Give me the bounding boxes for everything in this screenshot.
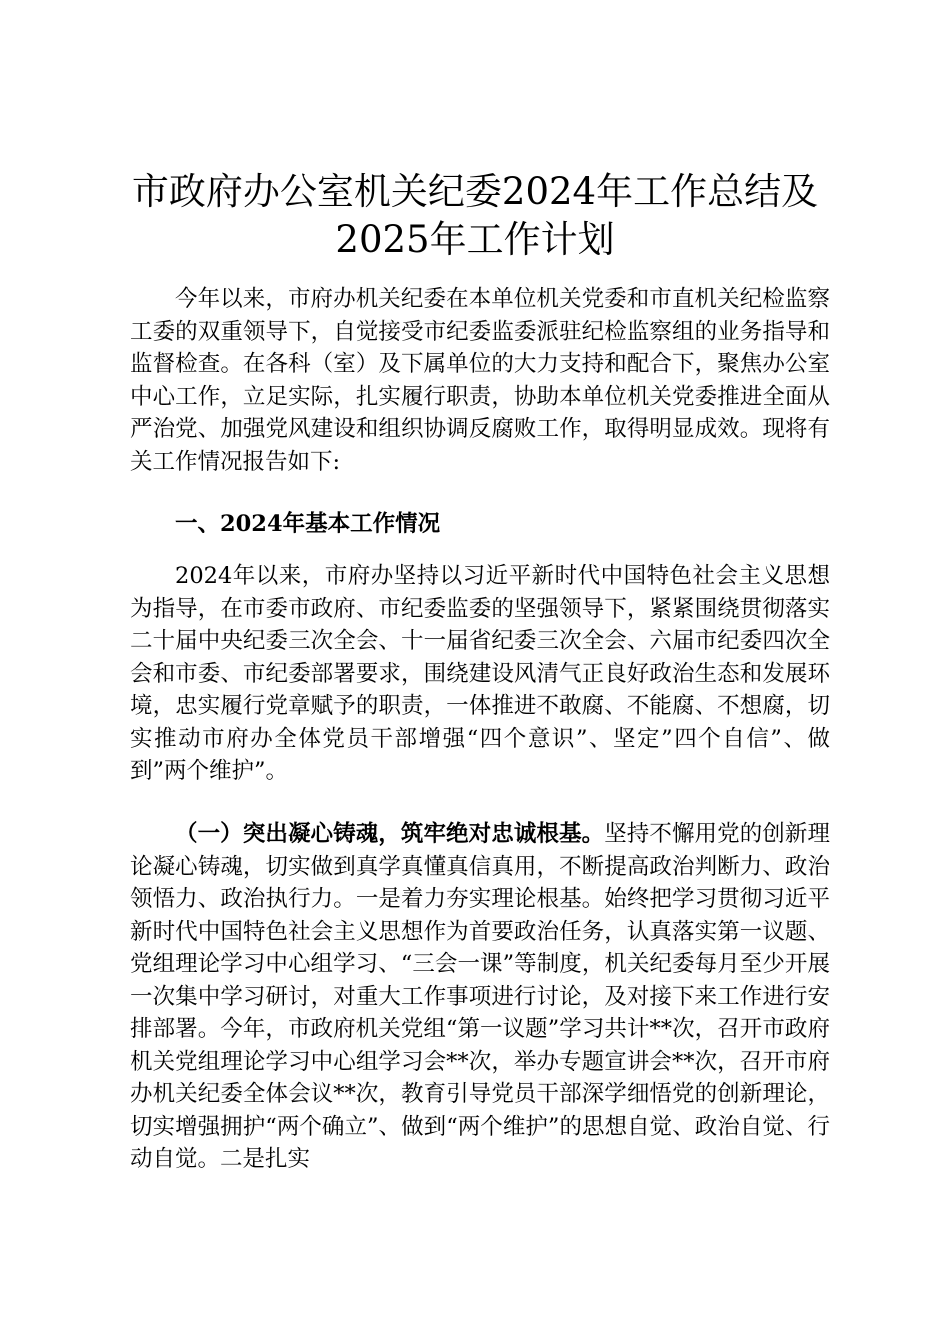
subsection-1-text: 坚持不懈用党的创新理论凝心铸魂，切实做到真学真懂真信真用，不断提高政治判断力、政治领悟力、政治执行力。一是着力夯实理论根基。始终把学习贯彻习近平新时代中国特色社会主义思想作为首要政治任务，认真落实第一议题、党组理论学习中心组学习、“三会一课”等制度，机关纪委每月至少开展一次集中学习研讨，对重大工作事项进行讨论，及对接下来工作进行安排部署。今年，市政府机关党组“第一议题”学习共计**次，召开市政府机关党组理论学习中心组学习会**次，举办专题宣讲会**次，召开市府办机关纪委全体会议**次，教育引导党员干部深学细悟党的创新理论，切实增强拥护“两个确立”、做到“两个维护”的思想自觉、政治自觉、行动自觉。二是扎实	[130, 821, 830, 1172]
section-1-heading: 一、2024年基本工作情况	[175, 511, 441, 537]
title-line-1: 市政府办公室机关纪委2024年工作总结及	[131, 170, 819, 213]
subsection-1-lead: （一）突出凝心铸魂，筑牢绝对忠诚根基。	[175, 821, 605, 847]
title-line-2: 2025年工作计划	[335, 218, 615, 261]
section-1-paragraph: 2024年以来，市府办坚持以习近平新时代中国特色社会主义思想为指导，在市委市政府、市纪委监委的坚强领导下，紧紧围绕贯彻落实二十届中央纪委三次全会、十一届省纪委三次全会、六届市纪委四次全会和市委、市纪委部署要求，围绕建设风清气正良好政治生态和发展环境，忠实履行党章赋予的职责，一体推进不敢腐、不能腐、不想腐，切实推动市府办全体党员干部增强“四个意识”、坚定”四个自信”、做到”两个维护”。	[130, 563, 830, 784]
intro-paragraph: 今年以来，市府办机关纪委在本单位机关党委和市直机关纪检监察工委的双重领导下，自觉接受市纪委监委派驻纪检监察组的业务指导和监督检查。在各科（室）及下属单位的大力支持和配合下，聚焦办公室中心工作，立足实际，扎实履行职责，协助本单位机关党委推进全面从严治党、加强党风建设和组织协调反腐败工作，取得明显成效。现将有关工作情况报告如下:	[130, 286, 830, 475]
subsection-1-paragraph	[130, 818, 830, 1176]
document-title	[60, 168, 890, 264]
